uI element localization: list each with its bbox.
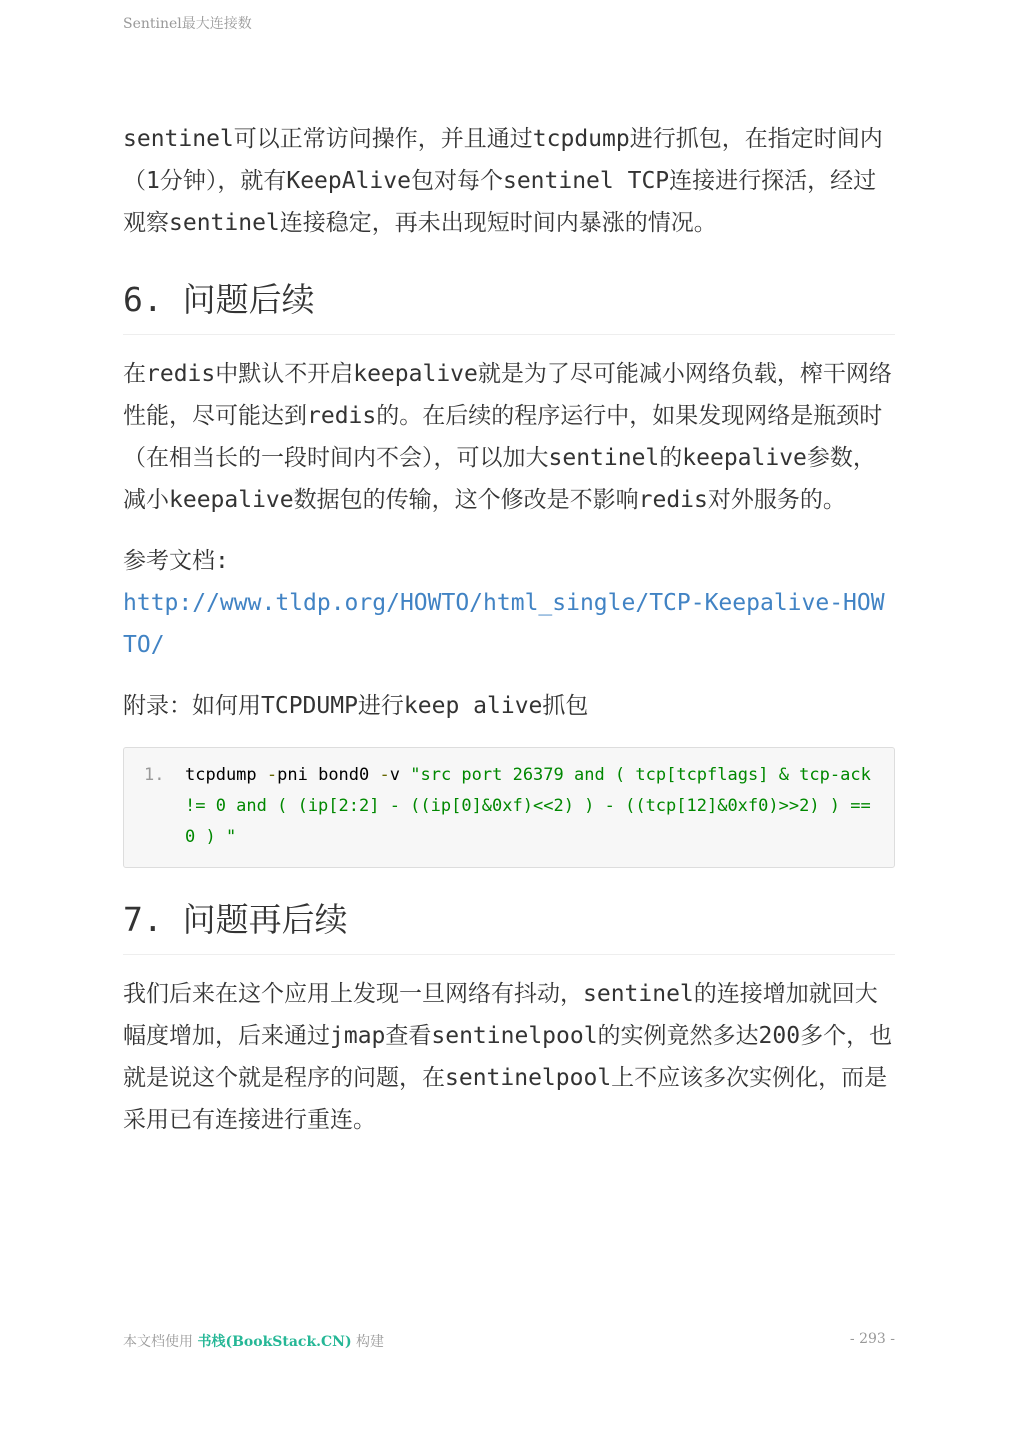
code-option: v bbox=[389, 765, 411, 785]
document-body bbox=[123, 118, 895, 1141]
code-line bbox=[185, 760, 878, 853]
footer-brand-link[interactable]: 书栈(BookStack.CN) bbox=[197, 1334, 352, 1350]
section-6-heading: 6. 问题后续 bbox=[123, 278, 895, 335]
intro-paragraph: sentinel可以正常访问操作，并且通过tcpdump进行抓包，在指定时间内（1分钟），就有KeepAlive包对每个sentinel TCP连接进行探活，经过观察sentinel连接稳定，再未出现短时间内暴涨的情况。 bbox=[123, 126, 883, 236]
code-block bbox=[123, 747, 895, 868]
section-6-paragraph: 在redis中默认不开启keepalive就是为了尽可能减小网络负载，榨干网络性能，尽可能达到redis的。在后续的程序运行中，如果发现网络是瓶颈时（在相当长的一段时间内不会），可以加大sentinel的keepalive参数，减小keepalive数据包的传输，这个修改是不影响redis对外服务的。 bbox=[123, 361, 892, 513]
appendix-label: 附录：如何用TCPDUMP进行keep alive抓包 bbox=[123, 693, 589, 719]
code-command: tcpdump bbox=[185, 765, 267, 785]
code-operator: - bbox=[266, 765, 278, 785]
page-number: - 293 - bbox=[849, 1331, 895, 1347]
code-line-number: 1. bbox=[144, 765, 165, 785]
section-7-paragraph: 我们后来在这个应用上发现一旦网络有抖动，sentinel的连接增加就回大幅度增加，后来通过jmap查看sentinelpool的实例竟然多达200多个，也就是说这个就是程序的问题，在sentinelpool上不应该多次实例化，而是采用已有连接进行重连。 bbox=[123, 981, 893, 1133]
reference-label: 参考文档: bbox=[123, 548, 229, 574]
footer-suffix: 构建 bbox=[351, 1334, 385, 1350]
reference-link[interactable]: http://www.tldp.org/HOWTO/html_single/TCP-Keepalive-HOWTO/ bbox=[123, 590, 885, 658]
footer-credit bbox=[123, 1331, 384, 1351]
code-string: "src port 26379 and ( tcp[tcpflags] & tcp-ack != 0 and ( (ip[2:2] - ((ip[0]&0xf)<<2) ) - ((tcp[12]&0xf0)>>2) ) == 0 ) " bbox=[185, 765, 871, 847]
code-operator: - bbox=[379, 765, 390, 785]
footer-prefix: 本文档使用 bbox=[123, 1334, 198, 1350]
section-7-heading: 7. 问题再后续 bbox=[123, 898, 895, 955]
page-header-title: Sentinel最大连接数 bbox=[123, 16, 252, 32]
code-option: pni bond0 bbox=[277, 765, 380, 785]
